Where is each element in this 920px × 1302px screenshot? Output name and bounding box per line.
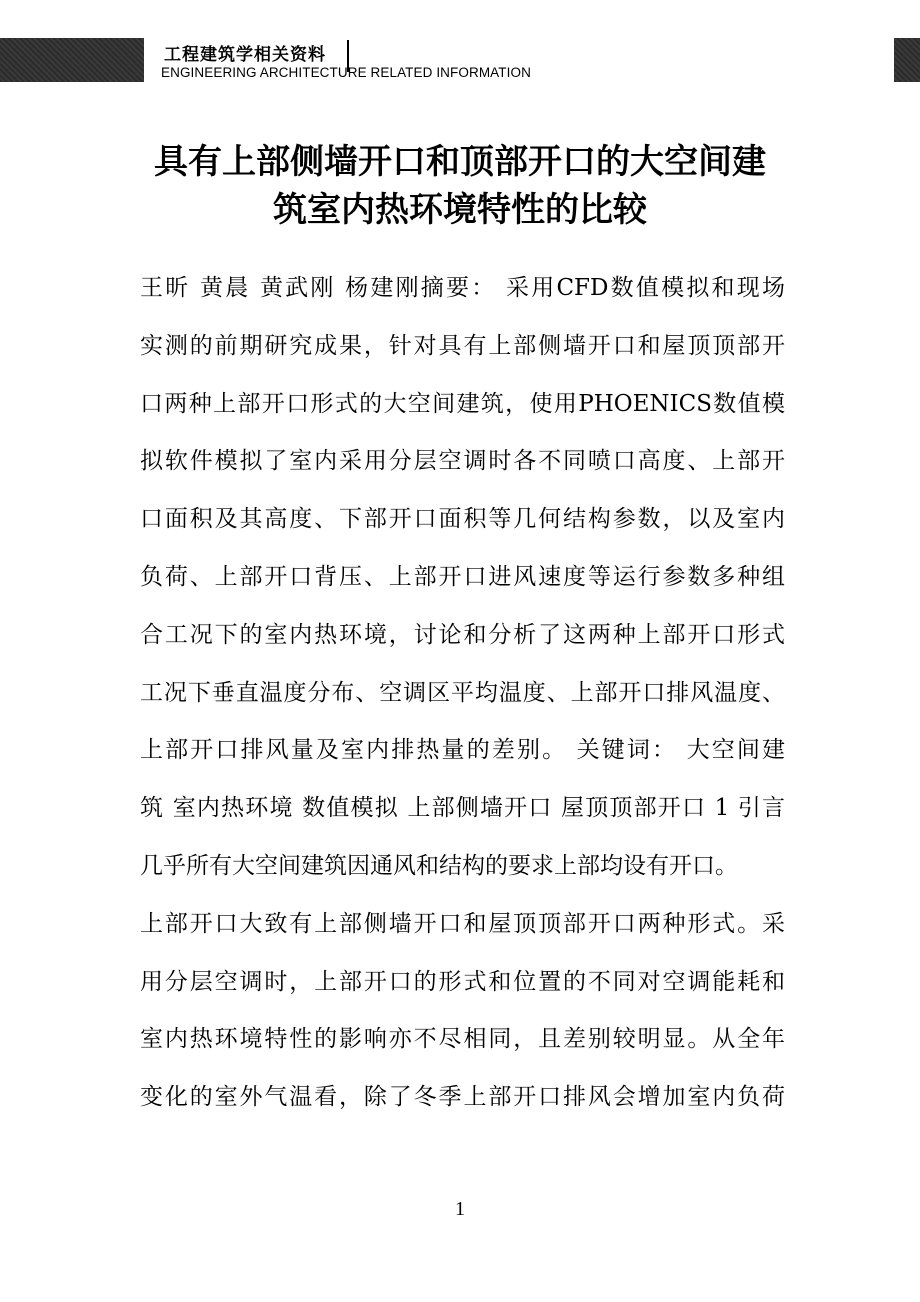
body-line: 合工况下的室内热环境，讨论和分析了这两种上部开口形式 bbox=[140, 621, 785, 648]
title-line: 筑室内热环境特性的比较 bbox=[273, 190, 647, 230]
body-line: 室内热环境特性的影响亦不尽相同，且差别较明显。从全年 bbox=[140, 1026, 785, 1053]
body-line: 工况下垂直温度分布、空调区平均温度、上部开口排风温度、 bbox=[140, 679, 785, 706]
header-decor-bar-right bbox=[894, 38, 920, 82]
body-line: 变化的室外气温看，除了冬季上部开口排风会增加室内负荷 bbox=[140, 1084, 785, 1111]
body-line: 筑 室内热环境 数值模拟 上部侧墙开口 屋顶顶部开口 1 引言 bbox=[140, 795, 785, 822]
body-line: 负荷、上部开口背压、上部开口进风速度等运行参数多种组 bbox=[140, 563, 785, 590]
body-line: 上部开口大致有上部侧墙开口和屋顶顶部开口两种形式。采 bbox=[140, 910, 785, 937]
document-title bbox=[100, 138, 820, 234]
body-line: 拟软件模拟了室内采用分层空调时各不同喷口高度、上部开 bbox=[140, 448, 785, 475]
header-title-cn: 工程建筑学相关资料 bbox=[164, 45, 326, 65]
title-line: 具有上部侧墙开口和顶部开口的大空间建 bbox=[154, 142, 766, 182]
body-line: 用分层空调时，上部开口的形式和位置的不同对空调能耗和 bbox=[140, 968, 785, 995]
page-number: 1 bbox=[455, 1198, 465, 1220]
body-line: 口两种上部开口形式的大空间建筑，使用PHOENICS数值模 bbox=[140, 390, 785, 417]
body-line: 口面积及其高度、下部开口面积等几何结构参数，以及室内 bbox=[140, 506, 785, 533]
header-title-en: ENGINEERING ARCHITECTURE RELATED INFORMATION bbox=[161, 65, 531, 80]
body-line: 几乎所有大空间建筑因通风和结构的要求上部均设有开口。 bbox=[140, 852, 738, 879]
body-line: 上部开口排风量及室内排热量的差别。 关键词： 大空间建 bbox=[140, 737, 785, 764]
body-line: 实测的前期研究成果，针对具有上部侧墙开口和屋顶顶部开 bbox=[140, 332, 785, 359]
body-line: 王昕 黄晨 黄武刚 杨建刚摘要： 采用CFD数值模拟和现场 bbox=[140, 275, 785, 301]
header-decor-bar-left bbox=[0, 38, 144, 82]
document-body bbox=[140, 265, 785, 1132]
